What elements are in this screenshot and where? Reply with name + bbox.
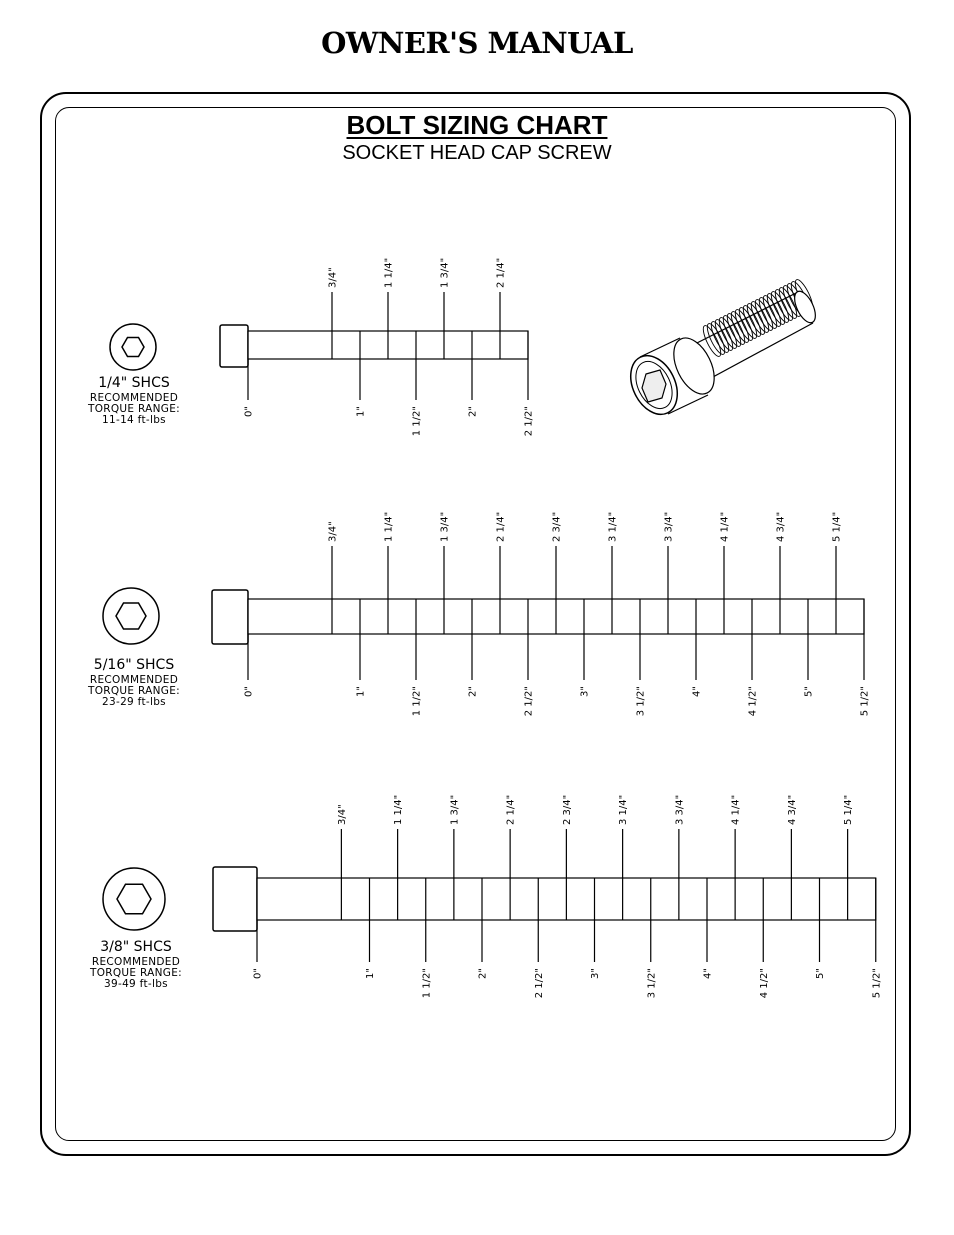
tick-label-bottom: 0" <box>252 968 264 979</box>
bolt-illustration-icon <box>622 278 820 423</box>
bolt-size-label: 1/4" SHCS <box>98 375 170 391</box>
tick-label-bottom: 0" <box>243 406 255 417</box>
tick-label-top: 2 3/4" <box>551 511 563 542</box>
tick-label-top: 3/4" <box>327 267 339 288</box>
tick-label-bottom: 1" <box>365 968 376 979</box>
tick-label-top: 3 3/4" <box>674 794 686 825</box>
torque-value: 11-14 ft-lbs <box>102 414 166 426</box>
tick-label-top: 3/4" <box>336 804 348 825</box>
tick-label-top: 3 1/4" <box>618 794 630 825</box>
tick-label-top: 3 3/4" <box>663 511 675 542</box>
tick-label-top: 4 3/4" <box>775 511 787 542</box>
tick-label-top: 1 3/4" <box>449 794 461 825</box>
tick-label-bottom: 1" <box>355 406 367 417</box>
tick-label-bottom: 3" <box>590 968 601 979</box>
tick-label-top: 4 1/4" <box>719 511 731 542</box>
tick-label-top: 4 3/4" <box>786 794 798 825</box>
tick-label-bottom: 2" <box>467 686 479 697</box>
torque-value: 23-29 ft-lbs <box>102 696 166 708</box>
hex-socket-icon <box>103 588 159 644</box>
tick-label-bottom: 1 1/2" <box>411 406 423 437</box>
torque-label: TORQUE RANGE: <box>87 403 180 415</box>
tick-label-bottom: 3 1/2" <box>646 968 658 999</box>
tick-label-bottom: 5 1/2" <box>859 686 871 717</box>
bolt-ruler-three-eighths <box>213 795 882 998</box>
tick-label-top: 3/4" <box>327 521 339 542</box>
torque-label: RECOMMENDED <box>91 956 181 968</box>
tick-label-bottom: 1" <box>355 686 367 697</box>
tick-label-bottom: 4 1/2" <box>747 686 759 717</box>
tick-label-bottom: 5" <box>803 686 815 697</box>
tick-label-top: 1 1/4" <box>383 257 395 288</box>
tick-label-top: 5 1/4" <box>843 794 855 825</box>
torque-label: TORQUE RANGE: <box>89 967 182 979</box>
tick-label-top: 2 1/4" <box>495 511 507 542</box>
torque-label: RECOMMENDED <box>89 674 179 686</box>
tick-label-bottom: 0" <box>243 686 255 697</box>
tick-label-bottom: 3" <box>579 686 591 697</box>
tick-label-bottom: 5" <box>815 968 826 979</box>
chart-title: BOLT SIZING CHART <box>346 110 608 140</box>
bolt-size-label: 3/8" SHCS <box>100 939 172 955</box>
tick-label-top: 2 1/4" <box>505 794 517 825</box>
tick-label-bottom: 2 1/2" <box>523 406 535 437</box>
torque-value: 39-49 ft-lbs <box>104 978 168 990</box>
tick-label-bottom: 2" <box>477 968 489 979</box>
tick-label-top: 1 1/4" <box>383 511 395 542</box>
tick-label-bottom: 4 1/2" <box>758 968 770 999</box>
tick-label-bottom: 5 1/2" <box>871 968 883 999</box>
chart-subtitle: SOCKET HEAD CAP SCREW <box>342 142 612 164</box>
bolt-head <box>213 867 257 931</box>
tick-label-bottom: 2 1/2" <box>533 968 545 999</box>
tick-label-bottom: 3 1/2" <box>635 686 647 717</box>
bolt-head <box>220 325 248 367</box>
tick-label-top: 1 1/4" <box>393 794 405 825</box>
bolt-ruler-five-sixteenths <box>212 512 871 716</box>
page-header: OWNER'S MANUAL <box>321 26 633 60</box>
torque-label: RECOMMENDED <box>89 392 179 404</box>
tick-label-bottom: 1 1/2" <box>421 968 433 999</box>
tick-label-bottom: 2" <box>467 406 479 417</box>
torque-label: TORQUE RANGE: <box>87 685 180 697</box>
tick-label-top: 3 1/4" <box>607 511 619 542</box>
tick-label-top: 1 3/4" <box>439 511 451 542</box>
tick-label-bottom: 1 1/2" <box>411 686 423 717</box>
tick-label-bottom: 4" <box>702 968 714 979</box>
tick-label-top: 5 1/4" <box>831 511 843 542</box>
bolt-ruler-quarter <box>220 258 535 436</box>
bolt-size-label: 5/16" SHCS <box>93 657 175 673</box>
hex-socket-icon <box>110 324 156 370</box>
tick-label-top: 2 1/4" <box>495 257 507 288</box>
tick-label-top: 2 3/4" <box>561 794 573 825</box>
bolt-head <box>212 590 248 644</box>
hex-socket-icon <box>103 868 165 930</box>
tick-label-top: 4 1/4" <box>730 794 742 825</box>
tick-label-top: 1 3/4" <box>439 257 451 288</box>
tick-label-bottom: 2 1/2" <box>523 686 535 717</box>
tick-label-bottom: 4" <box>691 686 703 697</box>
